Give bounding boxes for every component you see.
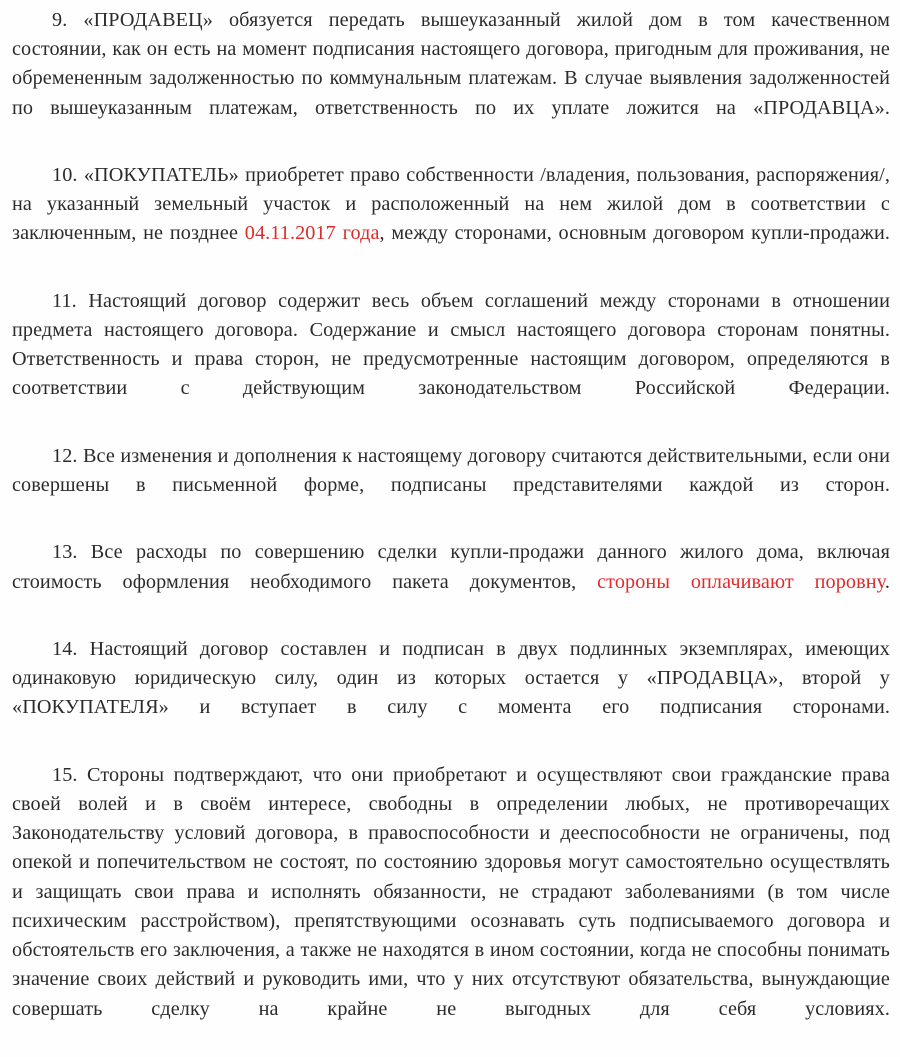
clause-paragraph	[12, 761, 890, 1053]
clause-paragraph	[12, 287, 890, 433]
highlighted-text: 04.11.2017 года	[244, 222, 380, 245]
highlighted-text: стороны оплачивают поровну	[597, 570, 885, 593]
clause-text: 9. «ПРОДАВЕЦ» обязуется передать вышеуказанный жилой дом в том качественном состоянии, как он есть на момент подписания настоящего договора, пригодным для проживания, не обремененным задолженностью по коммунальным платежам. В случае выявления задолженностей по вышеуказанным платежам, ответственность по их уплате ложится на «ПРОДАВЦА».	[12, 9, 890, 119]
clause-text: 11. Настоящий договор содержит весь объем соглашений между сторонами в отношении предмета настоящего договора. Содержание и смысл настоящего договора сторонам понятны. Ответственность и права сторон, не предусмотренные настоящим договором, определяются в соответствии с действующим законодательством Российской Федерации.	[12, 289, 890, 400]
clause-text: 15. Стороны подтверждают, что они приобретают и осуществляют свои гражданские права своей волей и в своём интересе, свободны в определении любых, не противоречащих Законодательству условий договора, в правоспособности и дееспособности не ограничены, под опекой и попечительством не состоят, по состоянию здоровья могут самостоятельно осуществлять и защищать свои права и исполнять обязанности, не страдают заболеваниями (в том числе психическим расстройством), препятствующими осознавать суть подписываемого договора и обстоятельств его заключения, а также не находятся в ином состоянии, когда не способны понимать значение своих действий и руководить ими, что у них отсутствуют обязательства, вынуждающие совершать сделку на крайне не выгодных для себя условиях.	[12, 763, 890, 1020]
clause-paragraph	[12, 161, 890, 278]
clause-text: 14. Настоящий договор составлен и подписан в двух подлинных экземплярах, имеющих одинаковую юридическую силу, один из которых остается у «ПРОДАВЦА», второй у «ПОКУПАТЕЛЯ» и вступает в силу с момента его подписания сторонами.	[12, 638, 890, 719]
clause-text: .	[884, 570, 890, 593]
clause-paragraph	[12, 442, 890, 530]
clause-text: , между сторонами, основным договором купли-продажи.	[379, 222, 890, 245]
clause-paragraph	[12, 538, 890, 626]
clause-list	[12, 6, 890, 1053]
clause-text: 12. Все изменения и дополнения к настоящему договору считаются действительными, если они совершены в письменной форме, подписаны представителями каждой из сторон.	[12, 444, 890, 497]
clause-text: 13. Все расходы по совершению сделки купли-продажи данного жилого дома, включая стоимость оформления необходимого пакета документов,	[12, 541, 890, 593]
clause-text: 10. «ПОКУПАТЕЛЬ» приобретет право собственности /владения, пользования, распоряжения/, на указанный земельный участок и расположенный на нем жилой дом в соответствии с заключенным, не позднее	[12, 164, 890, 245]
clause-paragraph	[12, 635, 890, 752]
clause-paragraph	[12, 6, 890, 152]
